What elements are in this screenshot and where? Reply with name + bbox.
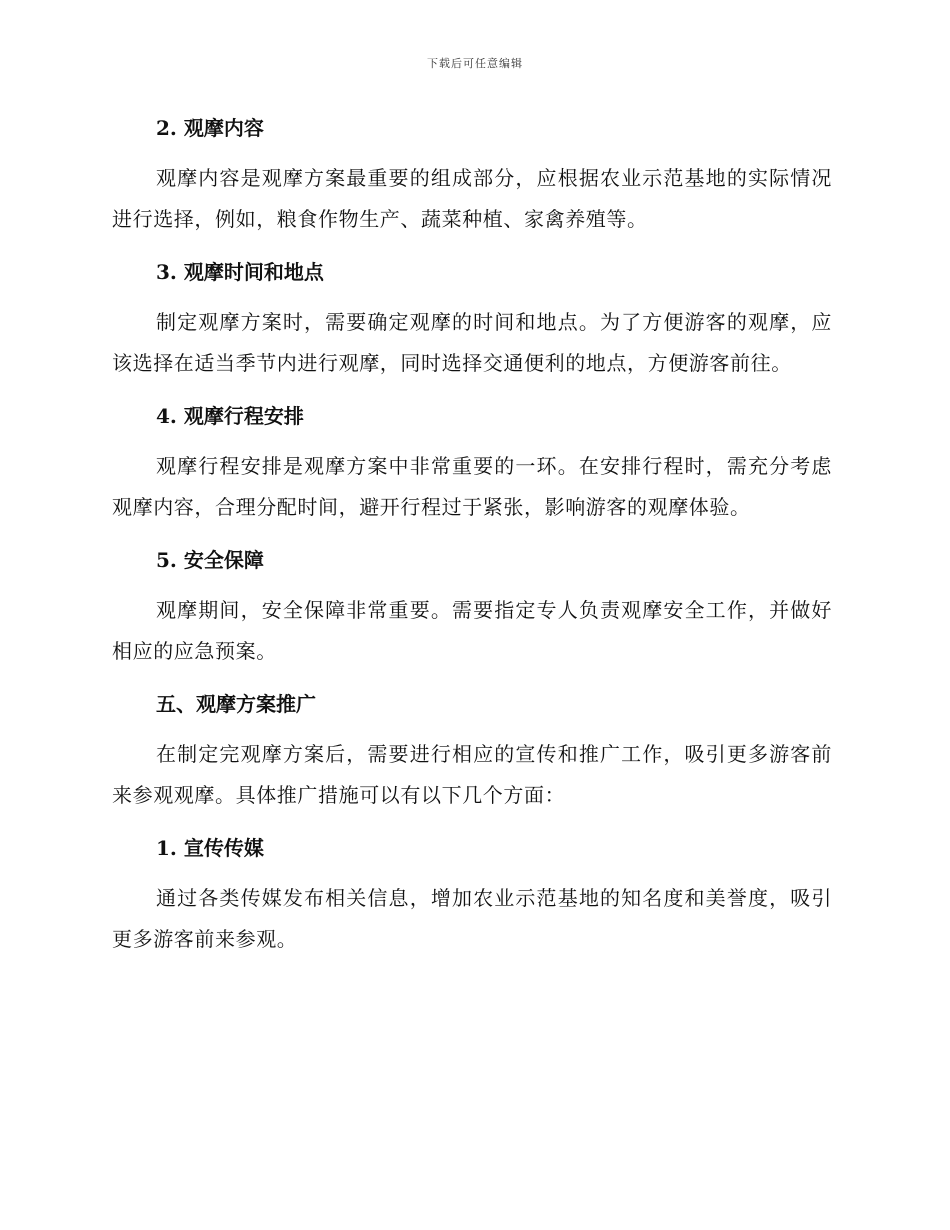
section-paragraph-safety: 观摩期间，安全保障非常重要。需要指定专人负责观摩安全工作，并做好相应的应急预案。 xyxy=(112,598,832,663)
section-heading-time-and-location: 3. 观摩时间和地点 xyxy=(156,260,324,284)
section-heading-safety: 5. 安全保障 xyxy=(156,548,264,572)
section-heading-itinerary: 4. 观摩行程安排 xyxy=(156,404,304,428)
section-heading-promotion: 五、观摩方案推广 xyxy=(156,692,316,716)
section-paragraph-promotion: 在制定完观摩方案后，需要进行相应的宣传和推广工作，吸引更多游客前来参观观摩。具体推广措施可以有以下几个方面： xyxy=(112,742,832,807)
section-paragraph-media: 通过各类传媒发布相关信息，增加农业示范基地的知名度和美誉度，吸引更多游客前来参观。 xyxy=(112,886,832,951)
section-paragraph-observation-content: 观摩内容是观摩方案最重要的组成部分，应根据农业示范基地的实际情况进行选择，例如，粮食作物生产、蔬菜种植、家禽养殖等。 xyxy=(112,166,832,231)
page-header: 下载后可任意编辑 xyxy=(427,57,523,70)
section-heading-media: 1. 宣传传媒 xyxy=(156,836,264,860)
document-body xyxy=(112,112,832,960)
section-paragraph-time-and-location: 制定观摩方案时，需要确定观摩的时间和地点。为了方便游客的观摩，应该选择在适当季节内进行观摩，同时选择交通便利的地点，方便游客前往。 xyxy=(112,310,832,375)
section-heading-observation-content: 2. 观摩内容 xyxy=(156,116,264,140)
section-paragraph-itinerary: 观摩行程安排是观摩方案中非常重要的一环。在安排行程时，需充分考虑观摩内容，合理分配时间，避开行程过于紧张，影响游客的观摩体验。 xyxy=(112,454,832,519)
